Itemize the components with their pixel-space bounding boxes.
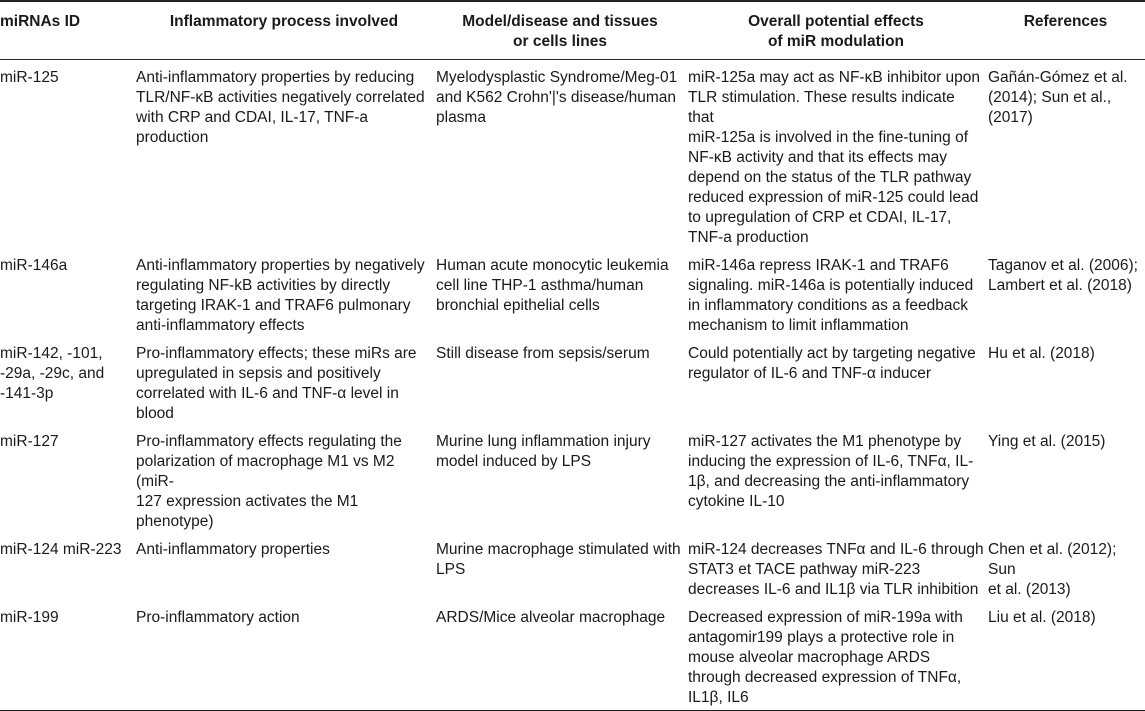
table-header [0,1,1145,60]
cell-model: Still disease from sepsis/serum [436,345,650,362]
cell-process: Anti-inflammatory properties [136,541,330,558]
cell-effects: Decreased expression of miR-199a with antagomir199 plays a protective role in mouse alveolar macrophage ARDS through decreased expression of TNFα, IL1β, IL6 [686,600,986,711]
table-row [0,336,1145,424]
cell-effects: Could potentially act by targeting negative regulator of IL-6 and TNF-α inducer [688,345,976,382]
cell-references: Liu et al. (2018) [986,600,1145,711]
cell-mirna-id: miR-199 [0,600,134,711]
cell-mirna-id: miR-127 [0,433,59,450]
table-row [0,60,1145,249]
table-row [0,424,1145,532]
cell-references: Ying et al. (2015) [988,433,1106,450]
cell-process: Pro-inflammatory action [134,600,434,711]
cell-process: Anti-inflammatory properties by negatively regulating NF-kB activities by directly targeting IRAK-1 and TRAF6 pulmonary anti-inflammatory effects [136,257,425,334]
cell-mirna-id: miR-146a [0,257,68,274]
header-model-disease: Model/disease and tissues or cells lines [434,1,686,60]
header-references: References [986,1,1145,60]
cell-process: Anti-inflammatory properties by reducing TLR/NF-κB activities negatively correlated with CRP and CDAI, IL-17, TNF-a production [136,69,425,146]
cell-model: Murine macrophage stimulated with LPS [436,541,681,578]
header-mirna-id: miRNAs ID [0,1,134,60]
cell-mirna-id: miR-125 [0,69,59,86]
cell-model: Myelodysplastic Syndrome/Meg-01 and K562 Crohn'|'s disease/human plasma [436,69,678,126]
cell-model: Human acute monocytic leukemia cell line THP-1 asthma/human bronchial epithelial cells [436,257,669,314]
header-inflammatory-process: Inflammatory process involved [134,1,434,60]
cell-effects: miR-124 decreases TNFα and IL-6 through STAT3 et TACE pathway miR-223 decreases IL-6 and IL1β via TLR inhibition [688,541,984,598]
cell-references: Chen et al. (2012); Sun et al. (2013) [988,541,1117,598]
cell-process: Pro-inflammatory effects regulating the polarization of macrophage M1 vs M2 (miR- 127 expression activates the M1 phenotype) [136,433,402,530]
cell-effects: miR-146a repress IRAK-1 and TRAF6 signaling. miR-146a is potentially induced in inflammatory conditions as a feedback mechanism to limit inflammation [688,257,974,334]
cell-references: Taganov et al. (2006); Lambert et al. (2018) [988,257,1138,294]
cell-references: Hu et al. (2018) [988,345,1095,362]
cell-model: Murine lung inflammation injury model induced by LPS [436,433,651,470]
table-row [0,600,1145,711]
header-overall-effects: Overall potential effects of miR modulation [686,1,986,60]
cell-mirna-id: miR-142, -101, -29a, -29c, and -141-3p [0,345,105,402]
table-row [0,532,1145,600]
table-body [0,60,1145,711]
cell-process: Pro-inflammatory effects; these miRs are upregulated in sepsis and positively correlated with IL-6 and TNF-α level in blood [136,345,417,422]
cell-effects: miR-127 activates the M1 phenotype by inducing the expression of IL-6, TNFα, IL- 1β, and decreasing the anti-inflammatory cytokine IL-10 [688,433,974,510]
cell-effects: miR-125a may act as NF-κB inhibitor upon TLR stimulation. These results indicate that miR-125a is involved in the fine-tuning of NF-κB activity and that its effects may depend on the status of the TLR pathway reduced expression of miR-125 could lead to upregulation of CRP et CDAI, IL-17, TNF-a production [688,69,981,246]
cell-model: ARDS/Mice alveolar macrophage [434,600,686,711]
cell-mirna-id: miR-124 miR-223 [0,541,122,558]
cell-references: Gañán-Gómez et al. (2014); Sun et al., (2017) [988,69,1128,126]
table-row [0,248,1145,336]
